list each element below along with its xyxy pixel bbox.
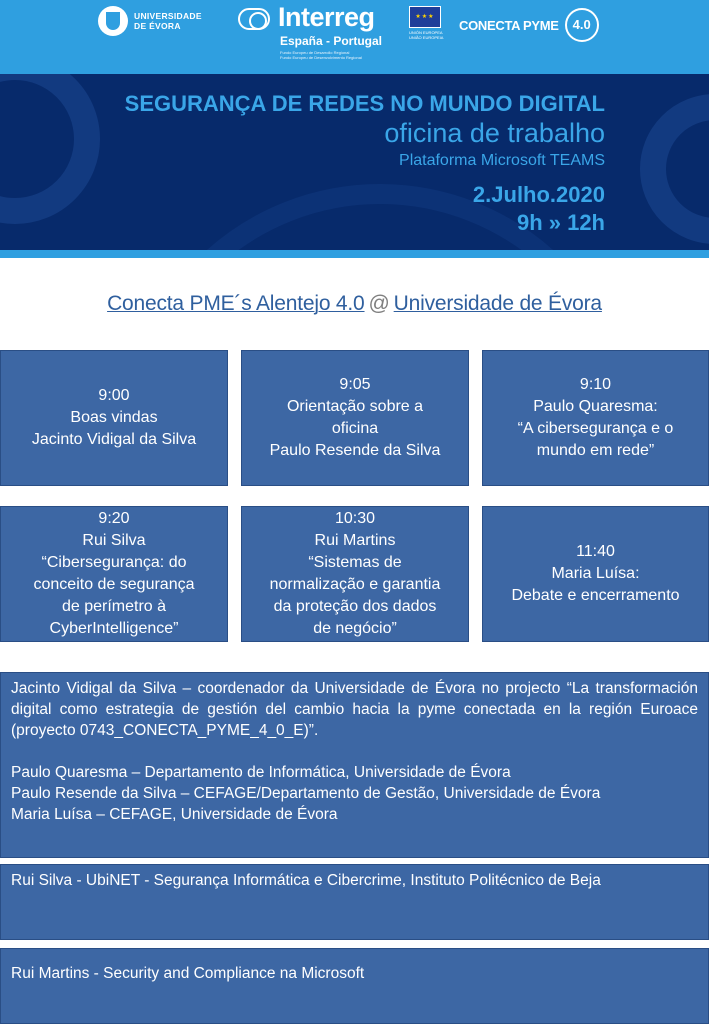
organizer-heading	[0, 292, 709, 316]
schedule-line: normalização e garantia	[269, 576, 441, 593]
schedule-line: Maria Luísa:	[551, 565, 640, 582]
schedule-line: Paulo Quaresma:	[533, 398, 658, 415]
speaker-affiliation: Rui Martins - Security and Compliance na Microsoft	[11, 965, 365, 982]
event-title: SEGURANÇA DE REDES NO MUNDO DIGITAL	[124, 91, 605, 116]
conecta-pme-link[interactable]: Conecta PME´s Alentejo 4.0	[107, 292, 365, 315]
at-separator: @	[368, 292, 390, 315]
speaker-affiliation: Maria Luísa – CEFAGE, Universidade de Évora	[11, 806, 338, 823]
schedule-line: da proteção dos dados	[273, 598, 437, 615]
schedule-time: 9:05	[339, 376, 371, 393]
universidade-evora-logo	[98, 6, 202, 36]
schedule-line: “Cibersegurança: do	[41, 554, 187, 571]
schedule-line: Debate e encerramento	[511, 587, 680, 604]
schedule-line: Jacinto Vidigal da Silva	[31, 431, 197, 448]
eu-flag-icon: ★★★	[409, 6, 441, 28]
schedule-card	[482, 350, 709, 486]
event-platform: Plataforma Microsoft TEAMS	[399, 152, 605, 169]
conecta-pyme-badge: 4.0	[565, 8, 599, 42]
universidade-evora-logo-icon	[98, 6, 128, 36]
schedule-line: “Sistemas de	[308, 554, 402, 571]
schedule-line: Rui Martins	[314, 532, 396, 549]
banner-divider	[0, 250, 709, 258]
schedule-time: 9:10	[579, 376, 612, 393]
speaker-info-box	[0, 864, 709, 940]
coordinator-description: Jacinto Vidigal da Silva – coordenador da Universidade de Évora no projecto “La transformación digital como estrategia de gestión del cambio hacia la pyme conectada en la región Euroace (proyecto 0743_CONECTA_PYME_4_0_E)”.	[11, 680, 698, 739]
event-date: 2.Julho.2020	[472, 182, 605, 207]
schedule-line: conceito de segurança	[33, 576, 195, 593]
schedule-line: mundo em rede”	[536, 442, 655, 459]
eu-flag-caption: UNIÓN EUROPEA UNIÃO EUROPEIA	[409, 30, 444, 40]
interreg-fine-line1: Fundo Europeu de Desarrollo Regional	[280, 50, 350, 55]
schedule-card	[241, 506, 469, 642]
banner-decoration	[0, 74, 100, 224]
schedule-line: “A cibersegurança e o	[517, 420, 674, 437]
schedule-line: oficina	[331, 420, 379, 437]
schedule-line: Rui Silva	[82, 532, 146, 549]
schedule-line: CyberIntelligence”	[49, 620, 179, 637]
interreg-logo-fineprint	[280, 50, 362, 60]
speaker-affiliation: Paulo Resende da Silva – CEFAGE/Departamento de Gestão, Universidade de Évora	[11, 785, 601, 802]
schedule-line: Paulo Resende da Silva	[269, 442, 441, 459]
schedule-card	[241, 350, 469, 486]
interreg-logo-name: Interreg	[278, 2, 375, 32]
interreg-fine-line2: Fundo Europeu de Desenvolvimento Regional	[280, 55, 362, 60]
universidade-evora-link[interactable]: Universidade de Évora	[393, 292, 602, 315]
schedule-time: 9:00	[98, 387, 130, 404]
conecta-pyme-name: CONECTA PYME	[459, 17, 559, 33]
schedule-line: de perímetro à	[61, 598, 167, 615]
schedule-line: Boas vindas	[70, 409, 158, 426]
schedule-card	[0, 506, 228, 642]
speaker-affiliation: Paulo Quaresma – Departamento de Informática, Universidade de Évora	[11, 764, 511, 781]
schedule-card	[482, 506, 709, 642]
conecta-pyme-logo	[459, 8, 599, 42]
schedule-line: Orientação sobre a	[286, 398, 424, 415]
schedule-card	[0, 350, 228, 486]
uevora-logo-line1: UNIVERSIDADE	[134, 11, 202, 21]
schedule-time: 10:30	[334, 510, 376, 527]
schedule-time: 11:40	[576, 543, 615, 560]
logo-bar	[0, 0, 709, 74]
event-subtitle: oficina de trabalho	[384, 118, 605, 148]
event-time: 9h » 12h	[516, 210, 605, 235]
universidade-evora-logo-text	[134, 11, 202, 31]
interreg-logo-subtitle: España - Portugal	[280, 34, 383, 48]
schedule-time: 9:20	[98, 510, 130, 527]
schedule-line: de negócio”	[313, 620, 397, 637]
event-banner	[0, 74, 709, 250]
interreg-ring-icon	[238, 8, 270, 30]
speaker-info-box	[0, 948, 709, 1024]
uevora-logo-line2: DE ÉVORA	[134, 21, 181, 31]
banner-decoration	[640, 94, 709, 244]
speaker-affiliation: Rui Silva - UbiNET - Segurança Informática e Cibercrime, Instituto Politécnico de Beja	[11, 872, 601, 889]
speakers-info-box	[0, 672, 709, 858]
